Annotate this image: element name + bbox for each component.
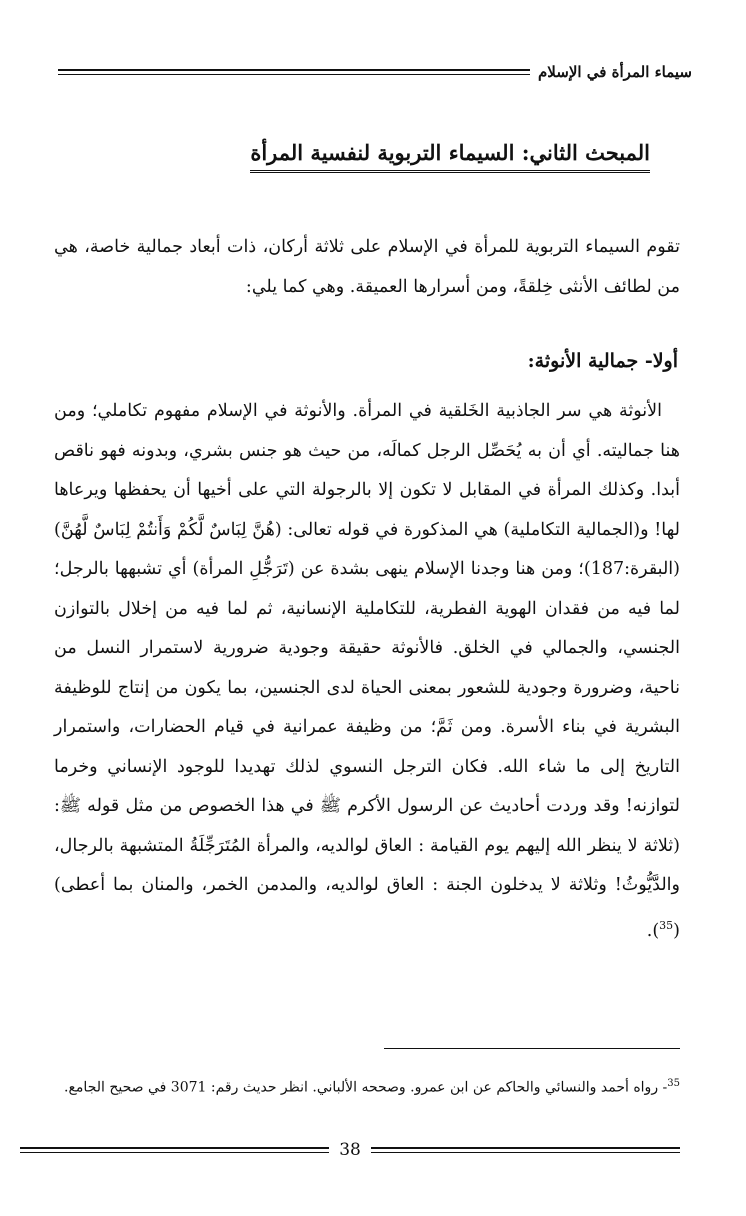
intro-paragraph — [54, 228, 680, 307]
main-paragraph-block — [54, 392, 680, 951]
section-heading: المبحث الثاني: السيماء التربوية لنفسية المرأة — [250, 140, 650, 173]
footer-rule-right — [371, 1147, 680, 1153]
intro-paragraph-text: تقوم السيماء التربوية للمرأة في الإسلام على ثلاثة أركان، ذات أبعاد جمالية خاصة، هي من لطائف الأنثى خِلقةً، ومن أسرارها العميقة. وهي كما يلي: — [54, 237, 680, 297]
footer-rule-left — [20, 1147, 329, 1153]
main-paragraph-text: الأنوثة هي سر الجاذبية الخَلقية في المرأة. والأنوثة في الإسلام مفهوم تكاملي؛ ومن هنا جماليته. أي أن به يُحَصِّل الرجل كمالَه، من حيث هو جنس بشري، وبدونه فهو ناقص أبدا. وكذلك المرأة في المقابل لا تكون إلا بالرجولة التي على أخيها أن يحفظها ويرعاها لها! و(الجمالية التكاملية) هي المذكورة في قوله تعالى: (هُنَّ لِبَاسٌ لَّكُمْ وَأَنتُمْ لِبَاسٌ لَّهُنَّ)(البقرة:187)؛ ومن هنا وجدنا الإسلام ينهى بشدة عن (تَرَجُّلِ المرأة) أي تشبهها بالرجل؛ لما فيه من فقدان الهوية الفطرية، للتكاملية الإنسانية، ثم لما فيه من إخلال بالتوازن الجنسي، والجمالي في الخلق. فالأنوثة حقيقة وجودية ضرورية لاستمرار النسل من ناحية، وضرورة وجودية للشعور بمعنى الحياة لدى الجنسين، بما يكون من إنتاج للوظيفة البشرية في بناء الأسرة. ومن ثَمَّ؛ من وظيفة عمرانية في قيام الحضارات، واستمرار التاريخ إلى ما شاء الله. فكان الترجل النسوي لذلك تهديدا للوجود الإنساني وخرما لتوازنه! وقد وردت أحاديث عن الرسول الأكرم ﷺ في هذا الخصوص من مثل قوله ﷺ: (ثلاثة لا ينظر الله إليهم يوم القيامة : العاق لوالديه، والمرأة المُتَرَجِّلَةُ المتشبهة بالرجال، والدَّيُّوثُ! وثلاثة لا يدخلون الجنة : العاق لوالديه، والمدمن الخمر، والمنان بما أعطى)( — [54, 401, 680, 941]
subheading: أولا- جمالية الأنوثة: — [527, 350, 678, 372]
footnote-reference: 35 — [659, 918, 674, 932]
main-paragraph — [54, 392, 680, 951]
footnote-separator — [384, 1048, 680, 1049]
running-header-title: سيماء المرأة في الإسلام — [538, 63, 692, 81]
page-number: 38 — [339, 1140, 361, 1160]
footnote — [54, 1064, 680, 1108]
main-paragraph-end: ). — [646, 920, 660, 941]
footnote-text: - رواه أحمد والنسائي والحاكم عن ابن عمرو. وصححه الألباني. انظر حديث رقم: 3071 في صحيح الجامع. — [64, 1079, 668, 1096]
page-footer — [20, 1136, 680, 1164]
footnote-number: 35 — [667, 1078, 680, 1089]
header-rule — [58, 69, 530, 75]
running-header — [58, 58, 692, 86]
